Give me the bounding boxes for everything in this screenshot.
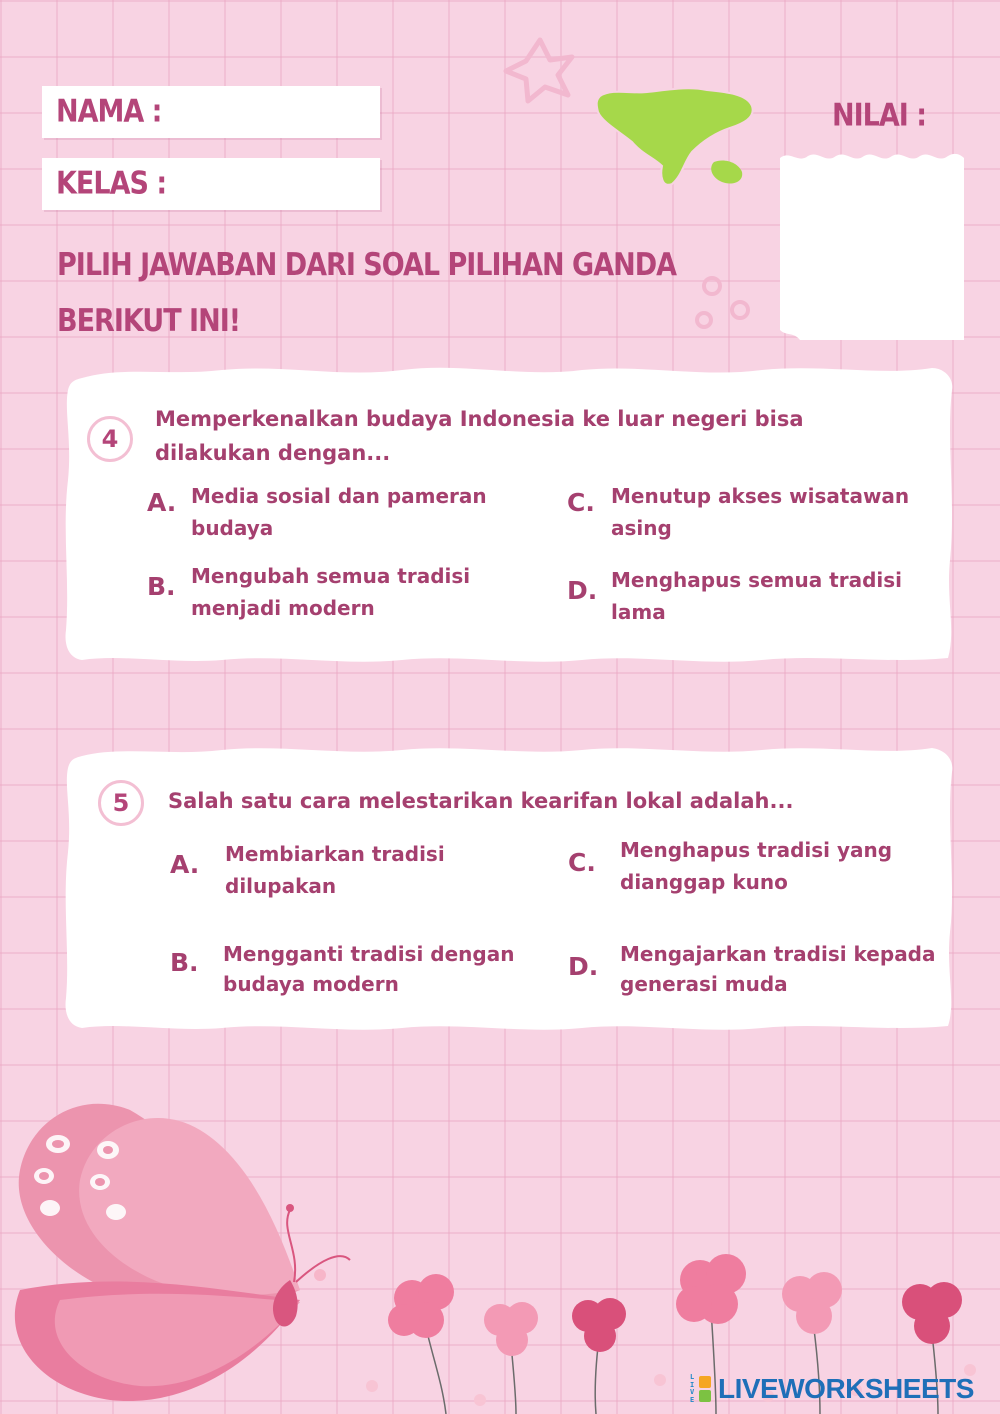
option-text-line-1: Media sosial dan pameran: [191, 484, 487, 508]
option-text-line-2: lama: [611, 600, 666, 624]
option-letter: D.: [567, 576, 598, 605]
option-text-line-2: generasi muda: [620, 972, 788, 996]
star-decoration-icon: [500, 35, 580, 105]
nama-field[interactable]: [42, 86, 380, 138]
question-4-text-line-2: dilakukan dengan...: [155, 441, 391, 465]
q5-option-b[interactable]: [170, 938, 550, 1004]
option-text-line-2: dilupakan: [225, 874, 337, 898]
option-text-line-1: Mengajarkan tradisi kepada: [620, 942, 936, 966]
option-letter: A.: [170, 850, 200, 879]
nilai-score-box[interactable]: [780, 150, 965, 342]
option-letter: A.: [147, 488, 177, 517]
option-text-line-2: budaya modern: [223, 972, 399, 996]
question-4-text-line-1: Memperkenalkan budaya Indonesia ke luar negeri bisa: [155, 407, 804, 431]
option-letter: C.: [568, 848, 596, 877]
q4-option-b[interactable]: [147, 560, 527, 626]
question-number-badge: 4: [87, 416, 133, 462]
option-text-line-2: menjadi modern: [191, 596, 375, 620]
option-text-line-1: Mengubah semua tradisi: [191, 564, 471, 588]
liveworksheets-brand-text: LIVEWORKSHEETS: [718, 1373, 974, 1404]
swirl-decoration-icon: [690, 272, 760, 332]
q4-option-d[interactable]: [567, 564, 947, 630]
option-text-line-2: asing: [611, 516, 672, 540]
question-number-badge: 5: [98, 780, 144, 826]
option-text-line-1: Membiarkan tradisi: [225, 842, 445, 866]
q4-option-c[interactable]: [567, 480, 947, 546]
option-text-line-1: Menghapus tradisi yang: [620, 838, 893, 862]
instruction-line-2: BERIKUT INI!: [57, 303, 241, 340]
question-5-text: Salah satu cara melestarikan kearifan lokal adalah...: [168, 789, 794, 813]
option-text-line-2: dianggap kuno: [620, 870, 788, 894]
q5-option-a[interactable]: [170, 838, 550, 904]
option-letter: C.: [567, 488, 595, 517]
kelas-field[interactable]: [42, 158, 380, 210]
q4-option-a[interactable]: [147, 480, 527, 546]
option-letter: D.: [568, 952, 599, 981]
option-text-line-2: budaya: [191, 516, 274, 540]
option-text-line-1: Mengganti tradisi dengan: [223, 942, 515, 966]
option-text-line-1: Menghapus semua tradisi: [611, 568, 903, 592]
bali-island-map-icon: [592, 84, 762, 194]
liveworksheets-logo-icon: LIVE: [690, 1374, 714, 1404]
option-letter: B.: [170, 948, 199, 977]
question-4-card: [62, 360, 957, 672]
kelas-label: KELAS :: [56, 165, 167, 202]
question-5-card: [62, 742, 957, 1040]
option-letter: B.: [147, 572, 176, 601]
q5-option-d[interactable]: [568, 938, 948, 1004]
q5-option-c[interactable]: [568, 834, 948, 900]
instruction-line-1: PILIH JAWABAN DARI SOAL PILIHAN GANDA: [57, 247, 677, 284]
liveworksheets-logo: [690, 1372, 974, 1406]
option-text-line-1: Menutup akses wisatawan: [611, 484, 910, 508]
nilai-label: NILAI :: [832, 97, 926, 134]
nama-label: NAMA :: [56, 93, 162, 130]
butterfly-illustration-icon: [0, 1090, 360, 1414]
